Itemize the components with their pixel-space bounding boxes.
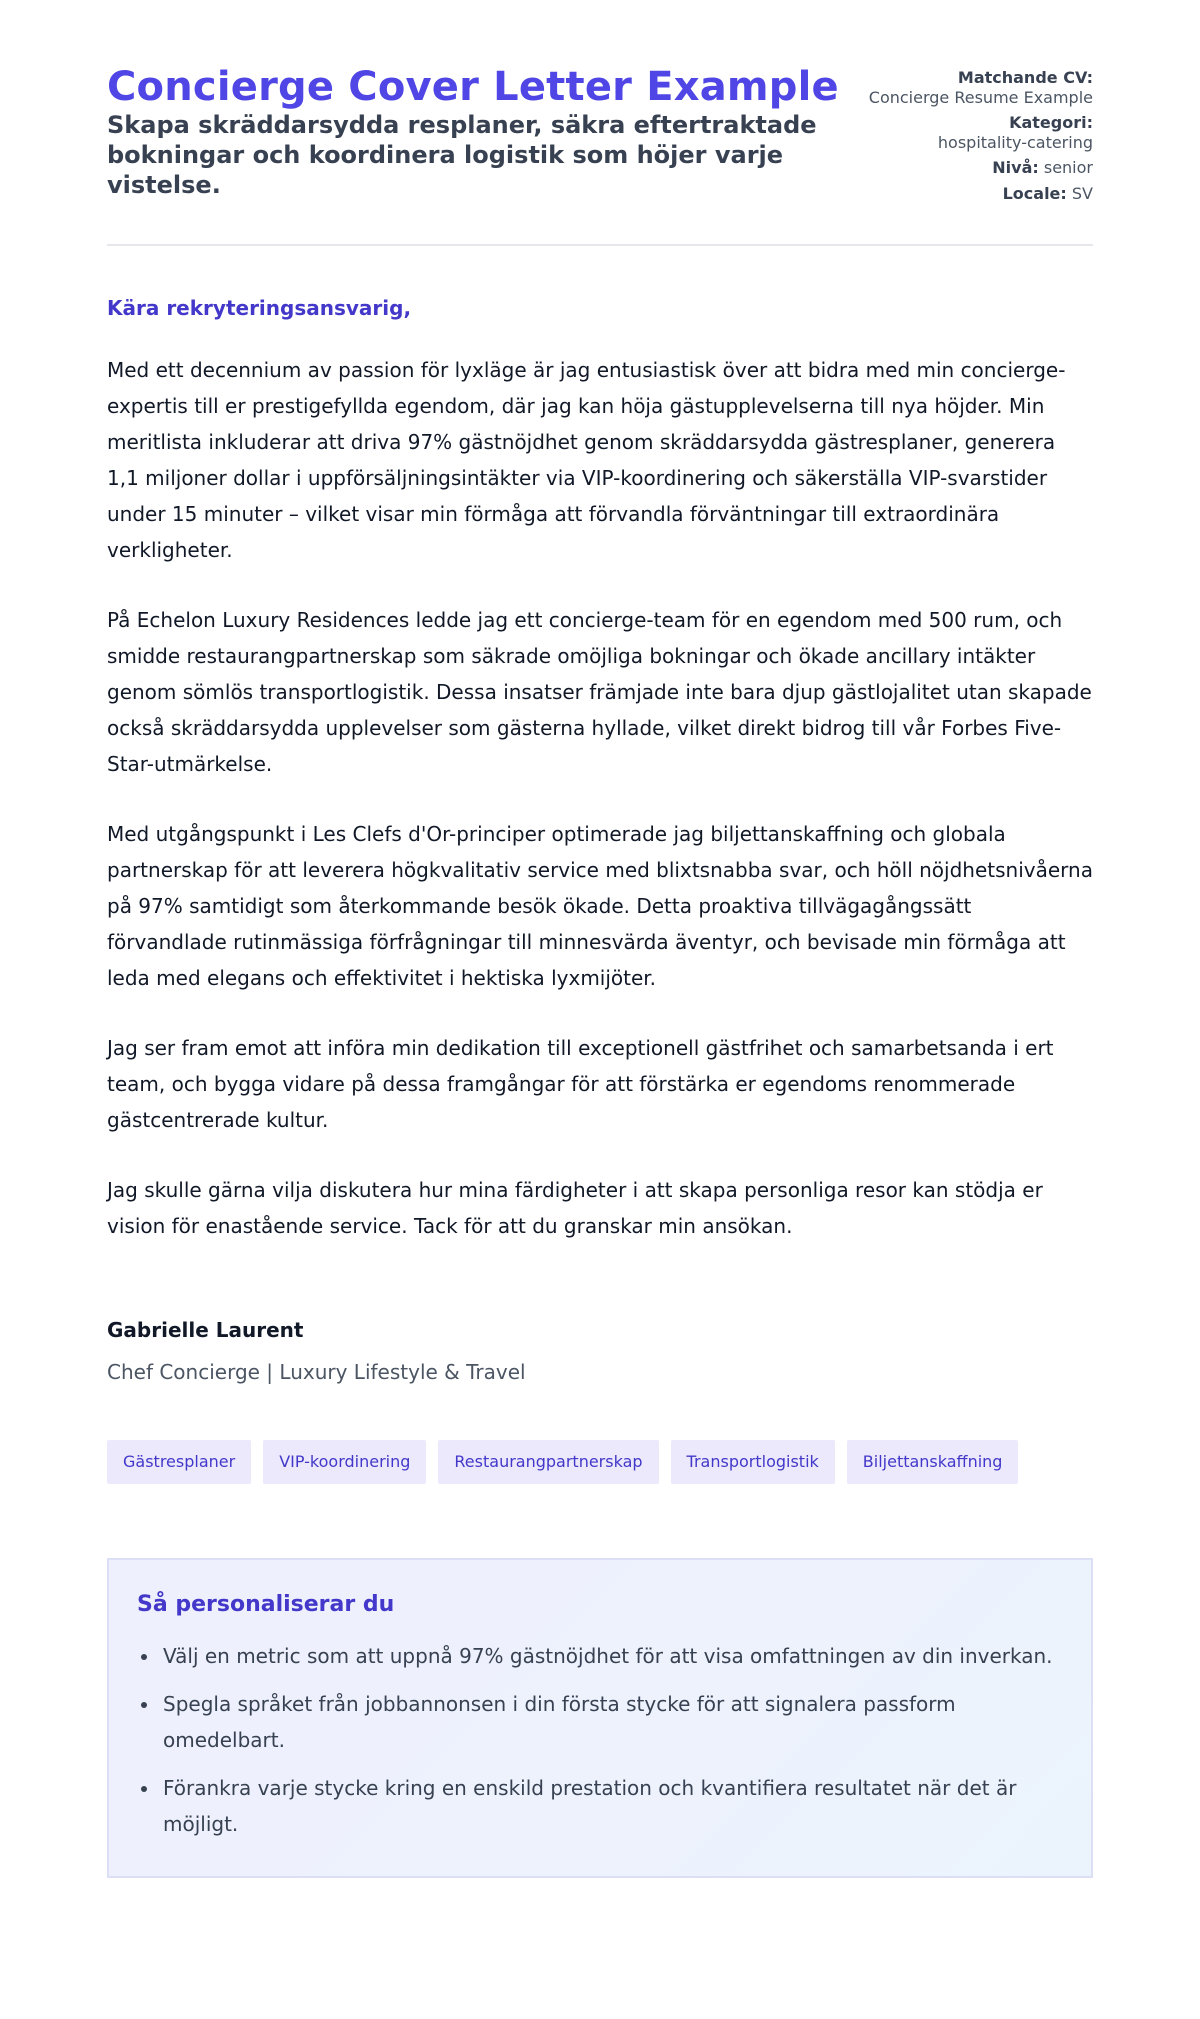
- tip-item: [137, 1770, 1063, 1842]
- letter-paragraph: På Echelon Luxury Residences ledde jag ett concierge-team för en egendom med 500 rum, och smidde restaurangpartnerskap som säkrade omöjliga bokningar och ökade ancillary intäkter genom sömlös transportlogistik. Dessa insatser främjade inte bara djup gästlojalitet utan skapade också skräddarsydda upplevelser som gästerna hyllade, vilket direkt bidrog till vår Forbes Five-Star-utmärkelse.: [107, 608, 1092, 776]
- letter-body: [107, 294, 1093, 1244]
- salutation: Kära rekryteringsansvarig,: [107, 296, 412, 320]
- meta-category-value: hospitality-catering: [937, 133, 1093, 152]
- skill-tag: Transportlogistik: [671, 1440, 835, 1484]
- signature-block: [107, 1316, 1093, 1386]
- meta-matching-resume-value: Concierge Resume Example: [868, 88, 1093, 107]
- meta-locale-label: Locale:: [1002, 184, 1067, 203]
- letter-paragraph: Jag ser fram emot att införa min dedikation till exceptionell gästfrihet och samarbetsanda i ert team, och bygga vidare på dessa framgångar för att förstärka er egendoms renommerade gästcentrerade kultur.: [107, 1036, 1054, 1132]
- skill-tags: [107, 1440, 1093, 1484]
- meta-matching-resume: [864, 68, 1093, 108]
- bullet-icon: [141, 1702, 147, 1708]
- meta-locale-value: SV: [1071, 184, 1093, 203]
- tip-text: Välj en metric som att uppnå 97% gästnöjdhet för att visa omfattningen av din inverkan.: [163, 1644, 1053, 1668]
- letter-paragraph: Med utgångspunkt i Les Clefs d'Or-principer optimerade jag biljettanskaffning och globala partnerskap för att leverera högkvalitativ service med blixtsnabba svar, och höll nöjdhetsnivåerna på 97% samtidigt som återkommande besök ökade. Detta proaktiva tillvägagångssätt förvandlade rutinmässiga förfrågningar till minnesvärda äventyr, och bevisade min förmåga att leda med elegans och effektivitet i hektiska lyxmijöter.: [107, 822, 1093, 990]
- page-subtitle: Skapa skräddarsydda resplaner, säkra eftertraktade bokningar och koordinera logistik som höjer varje vistelse.: [107, 111, 817, 199]
- skill-tag: VIP-koordinering: [263, 1440, 426, 1484]
- tips-list: [137, 1638, 1063, 1842]
- tip-text: Förankra varje stycke kring en enskild prestation och kvantifiera resultatet när det är möjligt.: [163, 1776, 1017, 1836]
- personalization-tips-box: [107, 1558, 1093, 1878]
- skill-tag: Biljettanskaffning: [847, 1440, 1019, 1484]
- tip-text: Spegla språket från jobbannonsen i din första stycke för att signalera passform omedelbart.: [163, 1692, 956, 1752]
- bullet-icon: [141, 1654, 147, 1660]
- meta-level: [864, 158, 1093, 178]
- letter-paragraph: Med ett decennium av passion för lyxläge är jag entusiastisk över att bidra med min concierge-expertis till er prestigefyllda egendom, där jag kan höja gästupplevelserna till nya höjder. Min meritlista inkluderar att driva 97% gästnöjdhet genom skräddarsydda gästresplaner, generera 1,1 miljoner dollar i uppförsäljningsintäkter via VIP-koordinering och säkerställa VIP-svarstider under 15 minuter – vilket visar min förmåga att förvandla förväntningar till extraordinära verkligheter.: [107, 358, 1066, 562]
- signature-title: Chef Concierge | Luxury Lifestyle & Travel: [107, 1360, 526, 1384]
- letter-paragraph: Jag skulle gärna vilja diskutera hur mina färdigheter i att skapa personliga resor kan stödja er vision för enastående service. Tack för att du granskar min ansökan.: [107, 1178, 1043, 1238]
- tips-title: Så personaliserar du: [137, 1592, 395, 1617]
- skill-tag: Gästresplaner: [107, 1440, 251, 1484]
- skill-tag: Restaurangpartnerskap: [438, 1440, 658, 1484]
- signature-name: Gabrielle Laurent: [107, 1318, 304, 1342]
- bullet-icon: [141, 1786, 147, 1792]
- page-header: [107, 64, 1093, 246]
- tip-item: [137, 1638, 1063, 1674]
- title-block: [107, 64, 864, 200]
- meta-level-label: Nivå:: [992, 158, 1039, 177]
- tip-item: [137, 1686, 1063, 1758]
- meta-category-label: Kategori:: [1009, 113, 1093, 132]
- meta-matching-resume-label: Matchande CV:: [957, 68, 1093, 87]
- meta-locale: [864, 184, 1093, 204]
- page-title: Concierge Cover Letter Example: [107, 64, 839, 110]
- meta-info: [864, 68, 1093, 210]
- meta-level-value: senior: [1043, 158, 1093, 177]
- meta-category: [864, 113, 1093, 153]
